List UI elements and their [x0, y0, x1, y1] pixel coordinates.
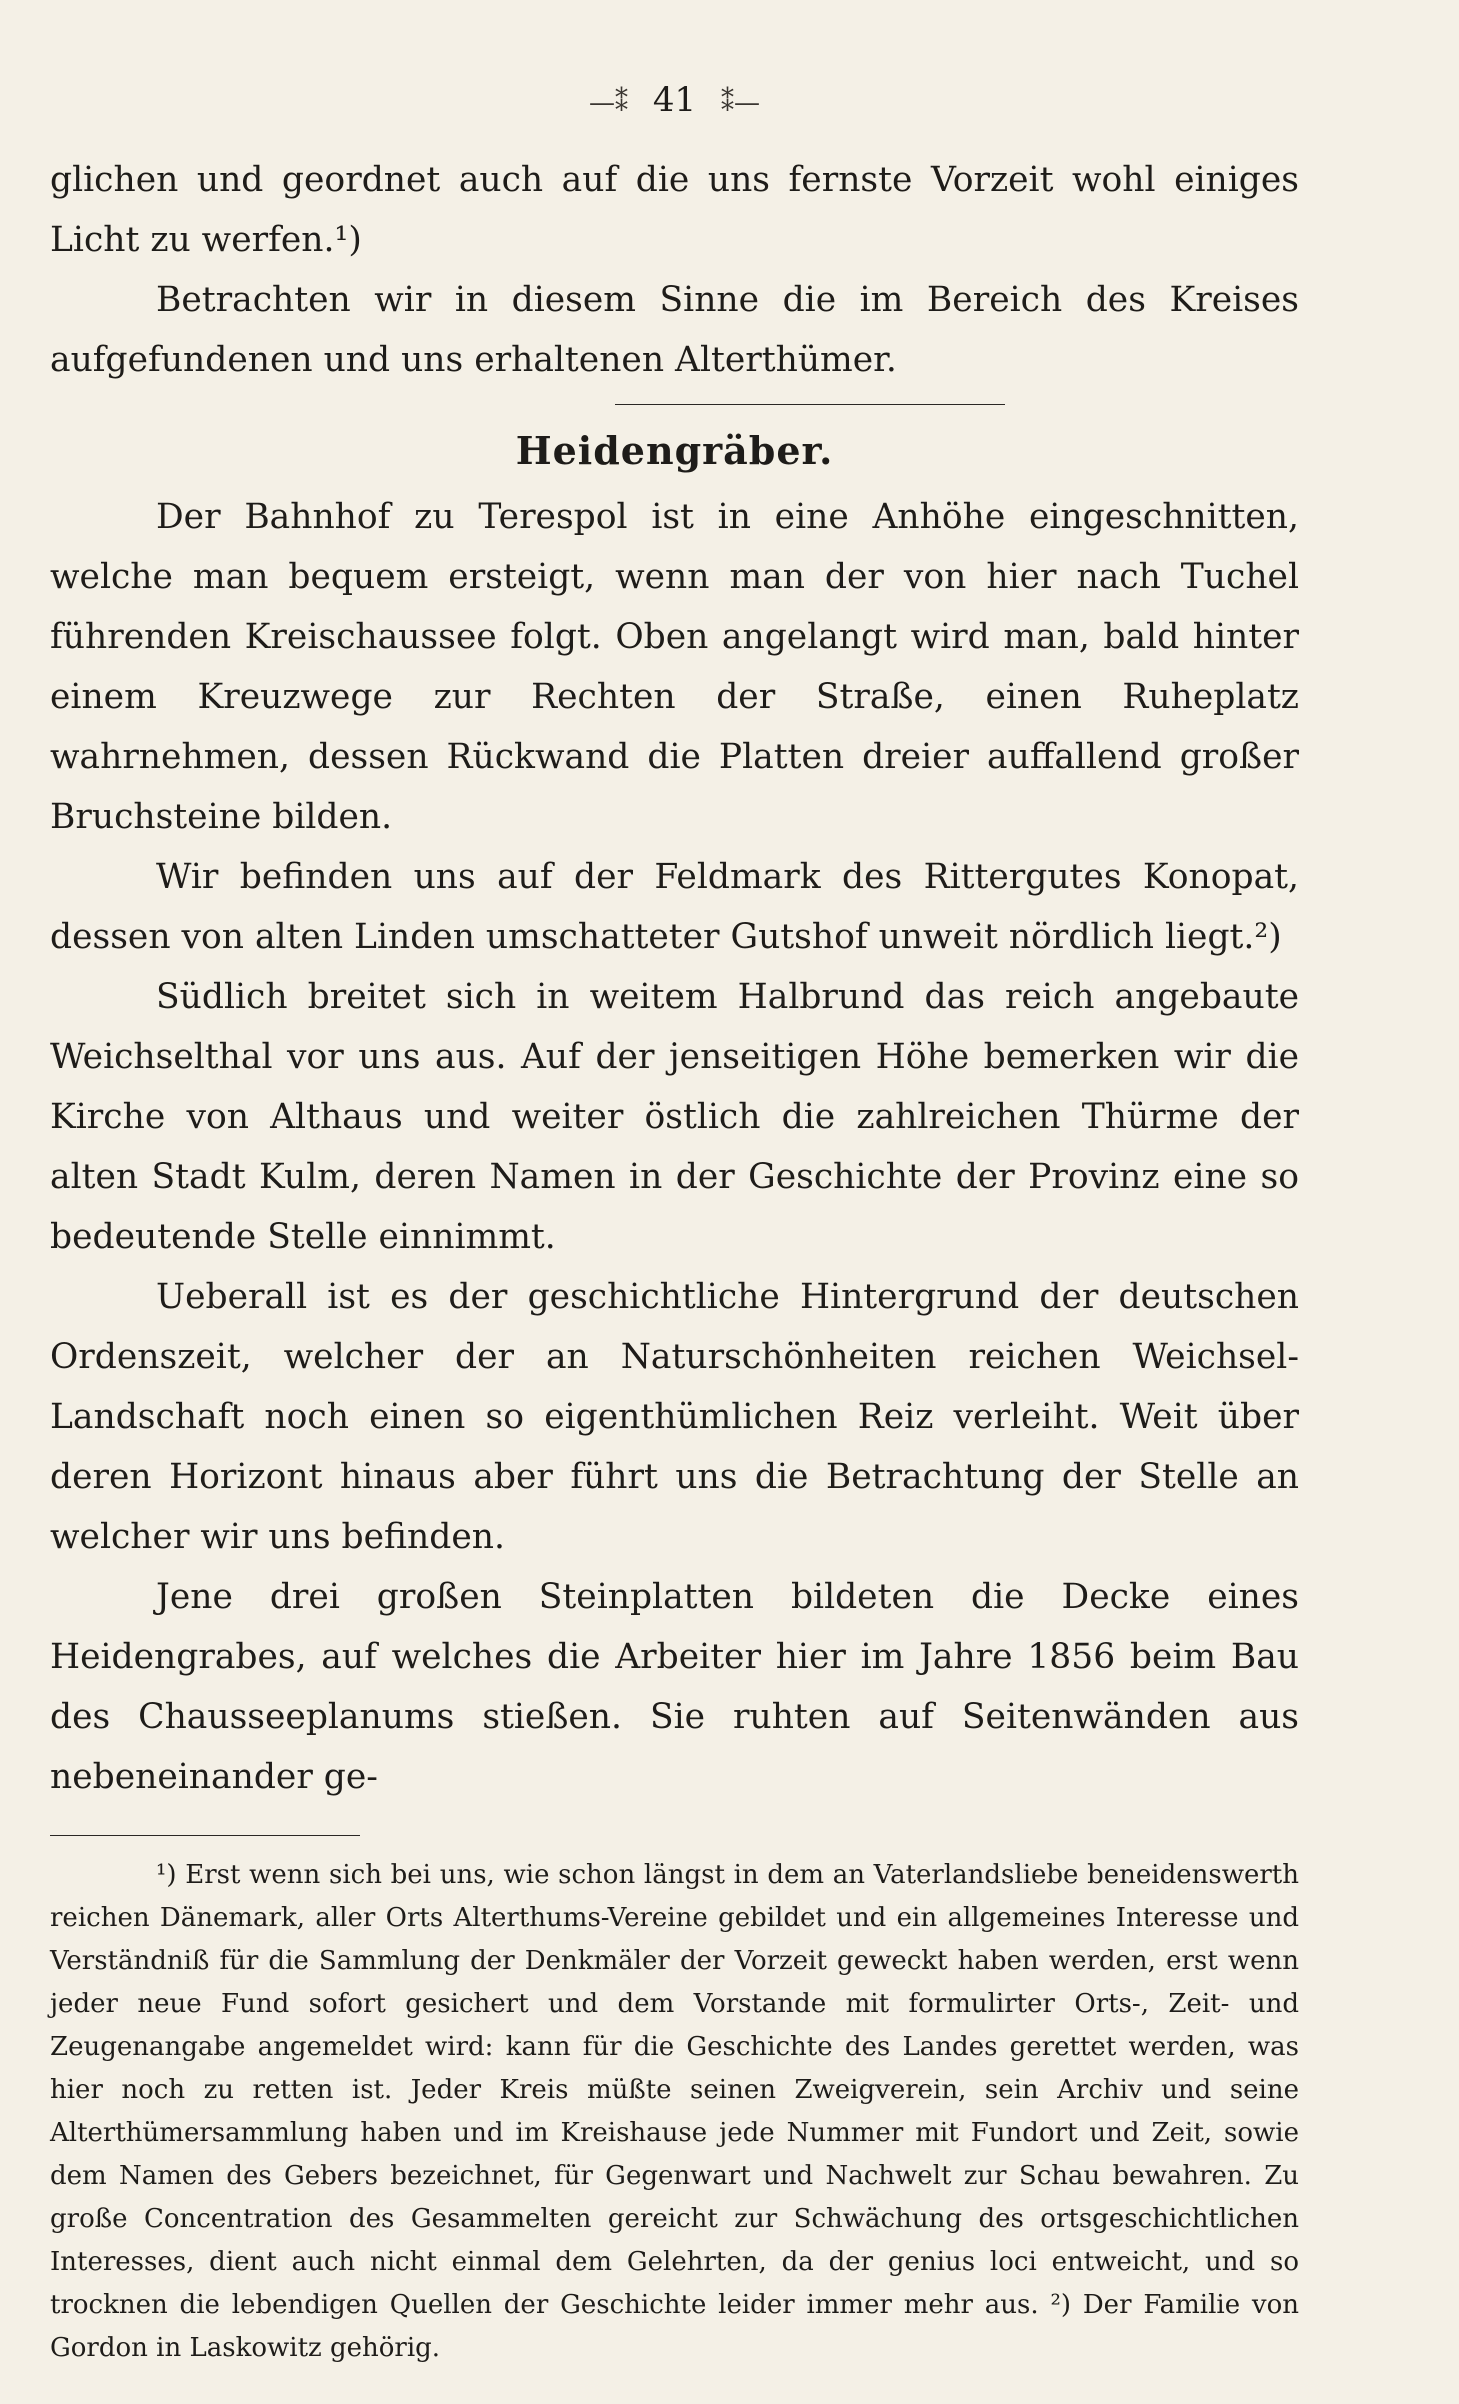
paragraph: Ueberall ist es der geschichtliche Hintergrund der deutschen Ordenszeit, welcher der an Naturschönheiten reichen Weichsel-Landschaft noch einen so eigenthümlichen Reiz verleiht. Weit über deren Horizont hinaus aber führt uns die Betrachtung der Stelle an welcher wir uns befinden. [50, 1277, 1299, 1557]
header-ornament-left: —⁑ [589, 88, 629, 118]
footnote-divider [50, 1835, 360, 1836]
paragraph: Wir befinden uns auf der Feldmark des Rittergutes Konopat, dessen von alten Linden umschatteter Gutshof unweit nördlich liegt.²) [50, 857, 1299, 957]
paragraph: Südlich breitet sich in weitem Halbrund das reich angebaute Weichselthal vor uns aus. Auf der jenseitigen Höhe bemerken wir die Kirche von Althaus und weiter östlich die zahlreichen Thürme der alten Stadt Kulm, deren Namen in der Geschichte der Provinz eine so bedeutende Stelle einnimmt. [50, 977, 1299, 1257]
footnotes [50, 1854, 1299, 2370]
page-header [50, 72, 1299, 128]
paragraph: Der Bahnhof zu Terespol ist in eine Anhöhe eingeschnitten, welche man bequem ersteigt, wenn man der von hier nach Tuchel führenden Kreischaussee folgt. Oben angelangt wird man, bald hinter einem Kreuzwege zur Rechten der Straße, einen Ruheplatz wahrnehmen, dessen Rückwand die Platten dreier auffallend großer Bruchsteine bilden. [50, 497, 1299, 837]
body-text [50, 150, 1299, 1807]
page-number: 41 [652, 80, 697, 120]
section-title: Heidengräber. [515, 428, 834, 473]
paragraph: Jene drei großen Steinplatten bildeten die Decke eines Heidengrabes, auf welches die Arbeiter hier im Jahre 1856 beim Bau des Chausseeplanums stießen. Sie ruhten auf Seitenwänden aus nebeneinander ge- [50, 1577, 1299, 1797]
header-ornament-right: ⁑— [720, 88, 760, 118]
footnote: ¹) Erst wenn sich bei uns, wie schon längst in dem an Vaterlandsliebe beneidenswerth reichen Dänemark, aller Orts Alterthums-Vereine gebildet und ein allgemeines Interesse und Verständniß für die Sammlung der Denkmäler der Vorzeit geweckt haben werden, erst wenn jeder neue Fund sofort gesichert und dem Vorstande mit formulirter Orts-, Zeit- und Zeugenangabe angemeldet wird: kann für die Geschichte des Landes gerettet werden, was hier noch zu retten ist. Jeder Kreis müßte seinen Zweigverein, sein Archiv und seine Alterthümersammlung haben und im Kreishause jede Nummer mit Fundort und Zeit, sowie dem Namen des Gebers bezeichnet, für Gegenwart und Nachwelt zur Schau bewahren. Zu große Concentration des Gesammelten gereicht zur Schwächung des ortsgeschichtlichen Interesses, dient auch nicht einmal dem Gelehrten, da der genius loci entweicht, und so trocknen die lebendigen Quellen der Geschichte leider immer mehr aus. ²) Der Familie von Gordon in Laskowitz gehörig. [50, 1860, 1299, 2363]
paragraph: glichen und geordnet auch auf die uns fernste Vorzeit wohl einiges Licht zu werfen.¹) [50, 160, 1299, 260]
section-divider [615, 404, 1005, 405]
paragraph: Betrachten wir in diesem Sinne die im Bereich des Kreises aufgefundenen und uns erhaltenen Alterthümer. [50, 280, 1299, 380]
